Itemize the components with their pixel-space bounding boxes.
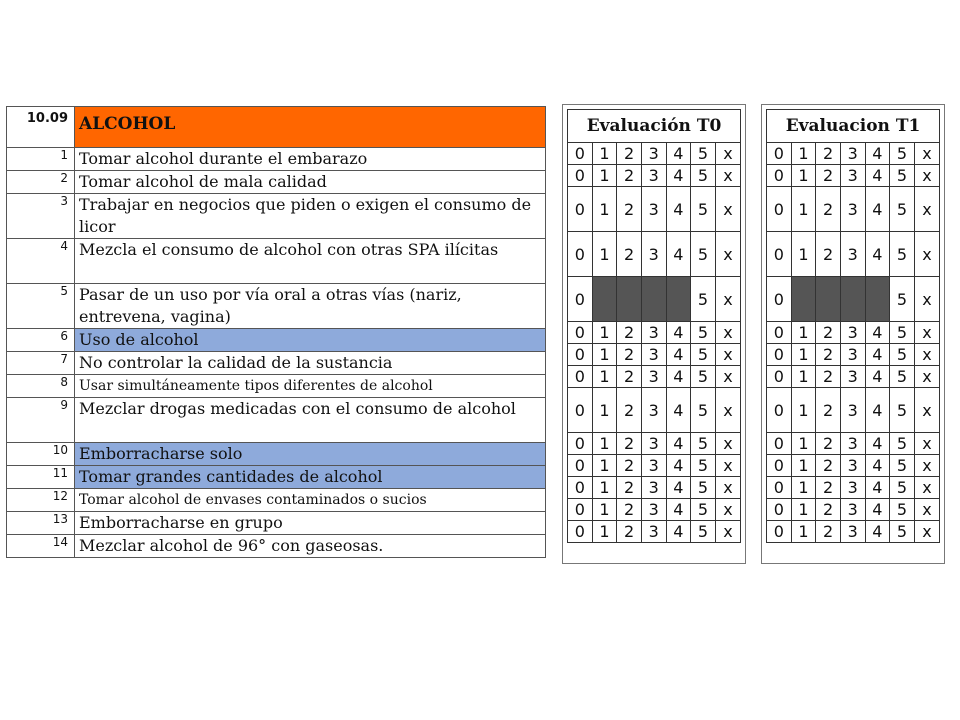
score-option[interactable]: x (715, 344, 740, 366)
score-row (568, 366, 741, 388)
score-option[interactable]: 1 (592, 388, 617, 433)
score-option[interactable]: 5 (890, 521, 915, 543)
score-option[interactable]: 5 (890, 344, 915, 366)
score-option[interactable]: 2 (617, 165, 642, 187)
item-row (7, 535, 546, 558)
score-option[interactable]: 1 (791, 322, 816, 344)
item-number: 12 (7, 489, 75, 512)
score-option[interactable]: 1 (592, 322, 617, 344)
item-text: Emborracharse solo (75, 443, 546, 466)
score-option[interactable]: x (715, 232, 740, 277)
score-option[interactable]: 4 (865, 344, 890, 366)
score-option[interactable]: 3 (840, 499, 865, 521)
score-row (568, 477, 741, 499)
score-option[interactable]: x (914, 433, 939, 455)
score-option[interactable]: 5 (691, 477, 716, 499)
item-number: 2 (7, 171, 75, 194)
score-option[interactable]: x (715, 143, 740, 165)
score-option[interactable]: 1 (791, 344, 816, 366)
score-option[interactable]: 3 (840, 232, 865, 277)
score-option[interactable]: 0 (767, 143, 792, 165)
score-option[interactable]: 5 (691, 143, 716, 165)
score-option[interactable]: x (914, 521, 939, 543)
score-row (568, 344, 741, 366)
score-option[interactable]: 0 (568, 499, 593, 521)
score-option[interactable]: 1 (791, 388, 816, 433)
score-option[interactable]: 0 (767, 388, 792, 433)
score-option[interactable]: 3 (840, 521, 865, 543)
score-option[interactable]: x (914, 277, 939, 322)
score-option[interactable]: 0 (568, 433, 593, 455)
score-option[interactable]: x (715, 366, 740, 388)
section-title: ALCOHOL (75, 107, 546, 148)
score-option[interactable]: 2 (816, 455, 841, 477)
score-option[interactable]: 3 (840, 344, 865, 366)
score-option[interactable]: 1 (592, 433, 617, 455)
item-text: Tomar grandes cantidades de alcohol (75, 466, 546, 489)
score-option[interactable]: 4 (666, 366, 691, 388)
item-number: 9 (7, 398, 75, 443)
score-option[interactable]: 2 (617, 477, 642, 499)
score-row (568, 187, 741, 232)
score-option[interactable]: 2 (816, 499, 841, 521)
score-row (767, 433, 940, 455)
evaluation-t1-panel (761, 104, 945, 564)
score-option[interactable]: 3 (641, 322, 666, 344)
score-option[interactable]: 1 (592, 344, 617, 366)
score-option[interactable]: 0 (767, 366, 792, 388)
score-option[interactable]: 3 (641, 143, 666, 165)
evaluation-title: Evaluación T0 (568, 110, 741, 143)
score-option[interactable]: 4 (865, 366, 890, 388)
score-option[interactable]: 3 (840, 165, 865, 187)
score-option[interactable]: 1 (592, 232, 617, 277)
item-number: 7 (7, 352, 75, 375)
score-option[interactable]: x (914, 344, 939, 366)
evaluation-header-row (568, 110, 741, 143)
score-option[interactable]: x (715, 477, 740, 499)
score-option[interactable]: 5 (890, 322, 915, 344)
score-option[interactable]: 5 (890, 433, 915, 455)
item-row (7, 194, 546, 239)
item-row (7, 329, 546, 352)
score-option[interactable]: 3 (641, 165, 666, 187)
score-option[interactable]: 4 (865, 455, 890, 477)
item-number: 8 (7, 375, 75, 398)
score-option[interactable]: 5 (691, 433, 716, 455)
item-number: 10 (7, 443, 75, 466)
score-option[interactable]: x (914, 232, 939, 277)
score-option[interactable]: 0 (767, 165, 792, 187)
score-option[interactable]: 3 (840, 143, 865, 165)
score-option[interactable]: 3 (840, 433, 865, 455)
score-option[interactable]: 0 (568, 344, 593, 366)
item-number: 5 (7, 284, 75, 329)
item-number: 6 (7, 329, 75, 352)
score-option[interactable]: 0 (767, 322, 792, 344)
score-option[interactable]: 5 (890, 455, 915, 477)
score-row (568, 277, 741, 322)
score-option[interactable]: 2 (816, 388, 841, 433)
item-text: Pasar de un uso por vía oral a otras vías (nariz, entrevena, vagina) (75, 284, 546, 329)
items-table (6, 106, 546, 558)
item-text: Usar simultáneamente tipos diferentes de alcohol (75, 375, 546, 398)
score-option[interactable]: 0 (767, 455, 792, 477)
score-row (568, 232, 741, 277)
score-option[interactable]: x (715, 499, 740, 521)
score-option[interactable]: 3 (641, 499, 666, 521)
score-row (568, 521, 741, 543)
score-option[interactable]: 2 (617, 455, 642, 477)
score-option[interactable]: 1 (791, 433, 816, 455)
score-row (568, 143, 741, 165)
score-option[interactable]: 5 (691, 165, 716, 187)
score-row (767, 388, 940, 433)
item-text: Mezclar drogas medicadas con el consumo de alcohol (75, 398, 546, 443)
score-option[interactable]: x (715, 521, 740, 543)
score-option[interactable]: 5 (691, 187, 716, 232)
score-row (767, 477, 940, 499)
item-number: 4 (7, 239, 75, 284)
item-text: Mezclar alcohol de 96° con gaseosas. (75, 535, 546, 558)
score-option[interactable]: x (914, 388, 939, 433)
score-option[interactable]: x (715, 165, 740, 187)
score-option[interactable]: x (914, 165, 939, 187)
score-option[interactable]: 3 (641, 521, 666, 543)
score-option[interactable]: 0 (568, 232, 593, 277)
score-option[interactable]: 0 (568, 477, 593, 499)
score-row (568, 499, 741, 521)
evaluation-t0-table (567, 109, 741, 543)
score-option[interactable]: 3 (641, 433, 666, 455)
item-text: Mezcla el consumo de alcohol con otras SPA ilícitas (75, 239, 546, 284)
item-text: Tomar alcohol durante el embarazo (75, 148, 546, 171)
score-option[interactable]: 0 (568, 455, 593, 477)
score-option[interactable]: 0 (568, 187, 593, 232)
score-option[interactable]: x (715, 322, 740, 344)
score-option[interactable]: 3 (840, 322, 865, 344)
score-option[interactable]: 5 (890, 499, 915, 521)
score-option[interactable]: 4 (666, 165, 691, 187)
item-row (7, 171, 546, 194)
score-row (767, 187, 940, 232)
evaluation-body (568, 143, 741, 543)
score-option[interactable]: 1 (791, 232, 816, 277)
item-row (7, 239, 546, 284)
score-option[interactable]: 4 (666, 433, 691, 455)
score-option[interactable]: x (715, 277, 740, 322)
score-row (767, 344, 940, 366)
score-option[interactable]: 3 (641, 366, 666, 388)
score-option[interactable]: 5 (691, 232, 716, 277)
score-option[interactable]: x (914, 322, 939, 344)
score-option[interactable]: 5 (890, 165, 915, 187)
score-option[interactable]: 2 (617, 232, 642, 277)
score-option[interactable]: 2 (816, 187, 841, 232)
section-header-row (7, 107, 546, 148)
score-option[interactable]: 3 (641, 344, 666, 366)
evaluation-t1-table (766, 109, 940, 543)
score-cell-disabled (617, 277, 642, 322)
score-option[interactable]: 5 (890, 143, 915, 165)
score-option[interactable]: x (914, 143, 939, 165)
item-row (7, 284, 546, 329)
score-option[interactable]: 4 (865, 322, 890, 344)
evaluation-t0-panel (562, 104, 746, 564)
score-option[interactable]: 3 (641, 187, 666, 232)
score-option[interactable]: 2 (816, 322, 841, 344)
score-option[interactable]: 0 (767, 344, 792, 366)
score-option[interactable]: 1 (592, 187, 617, 232)
score-option[interactable]: 3 (641, 388, 666, 433)
score-option[interactable]: 5 (691, 277, 716, 322)
score-option[interactable]: 4 (666, 187, 691, 232)
score-option[interactable]: 2 (816, 232, 841, 277)
score-option[interactable]: 2 (816, 143, 841, 165)
score-option[interactable]: 2 (816, 477, 841, 499)
score-option[interactable]: 5 (691, 499, 716, 521)
item-number: 11 (7, 466, 75, 489)
score-option[interactable]: 2 (816, 433, 841, 455)
score-option[interactable]: 3 (840, 477, 865, 499)
score-option[interactable]: 1 (592, 455, 617, 477)
score-row (767, 322, 940, 344)
score-option[interactable]: 2 (617, 366, 642, 388)
score-option[interactable]: 1 (791, 366, 816, 388)
score-option[interactable]: 4 (865, 143, 890, 165)
score-option[interactable]: 4 (865, 521, 890, 543)
item-number: 3 (7, 194, 75, 239)
score-option[interactable]: 5 (890, 232, 915, 277)
score-option[interactable]: 2 (617, 499, 642, 521)
section-code: 10.09 (7, 107, 75, 148)
item-row (7, 148, 546, 171)
score-row (767, 366, 940, 388)
item-text: Trabajar en negocios que piden o exigen el consumo de licor (75, 194, 546, 239)
score-option[interactable]: 0 (767, 187, 792, 232)
item-row (7, 512, 546, 535)
score-cell-disabled (865, 277, 890, 322)
score-option[interactable]: 2 (617, 521, 642, 543)
score-option[interactable]: 2 (617, 344, 642, 366)
score-row (767, 143, 940, 165)
score-option[interactable]: x (715, 388, 740, 433)
score-option[interactable]: 4 (666, 499, 691, 521)
item-row (7, 398, 546, 443)
score-option[interactable]: 4 (865, 187, 890, 232)
score-cell-disabled (840, 277, 865, 322)
score-option[interactable]: 2 (816, 344, 841, 366)
score-option[interactable]: x (914, 477, 939, 499)
score-option[interactable]: 1 (592, 521, 617, 543)
score-option[interactable]: 5 (890, 187, 915, 232)
item-text: Emborracharse en grupo (75, 512, 546, 535)
score-row (767, 521, 940, 543)
score-option[interactable]: 4 (865, 477, 890, 499)
score-option[interactable]: 4 (666, 232, 691, 277)
score-option[interactable]: 2 (617, 433, 642, 455)
score-option[interactable]: 5 (890, 277, 915, 322)
evaluation-header-row (767, 110, 940, 143)
score-option[interactable]: 0 (767, 521, 792, 543)
score-option[interactable]: 0 (568, 143, 593, 165)
score-row (568, 322, 741, 344)
score-option[interactable]: 1 (791, 499, 816, 521)
item-text: Uso de alcohol (75, 329, 546, 352)
score-option[interactable]: 5 (890, 366, 915, 388)
score-option[interactable]: 4 (865, 499, 890, 521)
score-cell-disabled (816, 277, 841, 322)
score-option[interactable]: x (914, 499, 939, 521)
score-option[interactable]: 0 (568, 165, 593, 187)
score-option[interactable]: 2 (816, 366, 841, 388)
score-option[interactable]: 2 (816, 165, 841, 187)
score-row (568, 388, 741, 433)
score-option[interactable]: 4 (666, 322, 691, 344)
score-option[interactable]: 5 (890, 388, 915, 433)
score-option[interactable]: 2 (617, 143, 642, 165)
item-number: 13 (7, 512, 75, 535)
item-text: Tomar alcohol de mala calidad (75, 171, 546, 194)
score-cell-disabled (791, 277, 816, 322)
score-row (767, 455, 940, 477)
score-option[interactable]: 2 (617, 187, 642, 232)
score-option[interactable]: 4 (865, 165, 890, 187)
score-option[interactable]: 0 (568, 521, 593, 543)
score-option[interactable]: x (914, 366, 939, 388)
score-row (568, 433, 741, 455)
score-option[interactable]: x (715, 187, 740, 232)
score-option[interactable]: x (914, 187, 939, 232)
score-row (568, 165, 741, 187)
score-option[interactable]: 4 (666, 143, 691, 165)
score-cell-disabled (641, 277, 666, 322)
score-option[interactable]: 1 (791, 187, 816, 232)
item-row (7, 466, 546, 489)
score-option[interactable]: 1 (592, 165, 617, 187)
score-option[interactable]: 2 (816, 521, 841, 543)
item-number: 14 (7, 535, 75, 558)
score-option[interactable]: 3 (840, 388, 865, 433)
item-text: No controlar la calidad de la sustancia (75, 352, 546, 375)
score-option[interactable]: 4 (666, 477, 691, 499)
item-row (7, 352, 546, 375)
score-option[interactable]: 3 (641, 232, 666, 277)
score-option[interactable]: x (715, 433, 740, 455)
score-option[interactable]: 1 (592, 477, 617, 499)
score-option[interactable]: 1 (592, 143, 617, 165)
score-option[interactable]: 0 (568, 277, 593, 322)
score-option[interactable]: 3 (840, 187, 865, 232)
score-option[interactable]: 5 (890, 477, 915, 499)
score-option[interactable]: 4 (666, 388, 691, 433)
score-row (767, 499, 940, 521)
score-option[interactable]: 4 (865, 232, 890, 277)
score-option[interactable]: 1 (791, 455, 816, 477)
score-option[interactable]: 0 (767, 477, 792, 499)
score-option[interactable]: 3 (641, 477, 666, 499)
score-option[interactable]: 3 (641, 455, 666, 477)
score-cell-disabled (592, 277, 617, 322)
item-row (7, 375, 546, 398)
score-option[interactable]: 2 (617, 322, 642, 344)
score-cell-disabled (666, 277, 691, 322)
score-row (767, 277, 940, 322)
score-option[interactable]: 5 (691, 322, 716, 344)
score-option[interactable]: 4 (666, 344, 691, 366)
score-option[interactable]: 4 (865, 433, 890, 455)
score-option[interactable]: 1 (791, 477, 816, 499)
score-option[interactable]: 0 (568, 366, 593, 388)
score-option[interactable]: 1 (791, 165, 816, 187)
score-option[interactable]: 0 (767, 232, 792, 277)
item-text: Tomar alcohol de envases contaminados o sucios (75, 489, 546, 512)
score-option[interactable]: 0 (568, 322, 593, 344)
item-number: 1 (7, 148, 75, 171)
item-row (7, 443, 546, 466)
score-option[interactable]: x (914, 455, 939, 477)
score-option[interactable]: 0 (767, 433, 792, 455)
score-option[interactable]: 1 (791, 143, 816, 165)
score-option[interactable]: 2 (617, 388, 642, 433)
score-option[interactable]: 5 (691, 366, 716, 388)
score-option[interactable]: 5 (691, 344, 716, 366)
score-option[interactable]: x (715, 455, 740, 477)
score-option[interactable]: 1 (592, 499, 617, 521)
score-option[interactable]: 3 (840, 455, 865, 477)
score-option[interactable]: 5 (691, 388, 716, 433)
score-option[interactable]: 4 (666, 455, 691, 477)
score-option[interactable]: 5 (691, 521, 716, 543)
score-option[interactable]: 4 (865, 388, 890, 433)
score-row (568, 455, 741, 477)
score-option[interactable]: 3 (840, 366, 865, 388)
score-option[interactable]: 0 (767, 277, 792, 322)
evaluation-title: Evaluacion T1 (767, 110, 940, 143)
score-option[interactable]: 4 (666, 521, 691, 543)
score-option[interactable]: 1 (592, 366, 617, 388)
score-row (767, 232, 940, 277)
score-row (767, 165, 940, 187)
score-option[interactable]: 5 (691, 455, 716, 477)
item-row (7, 489, 546, 512)
score-option[interactable]: 1 (791, 521, 816, 543)
score-option[interactable]: 0 (568, 388, 593, 433)
evaluation-body (767, 143, 940, 543)
score-option[interactable]: 0 (767, 499, 792, 521)
